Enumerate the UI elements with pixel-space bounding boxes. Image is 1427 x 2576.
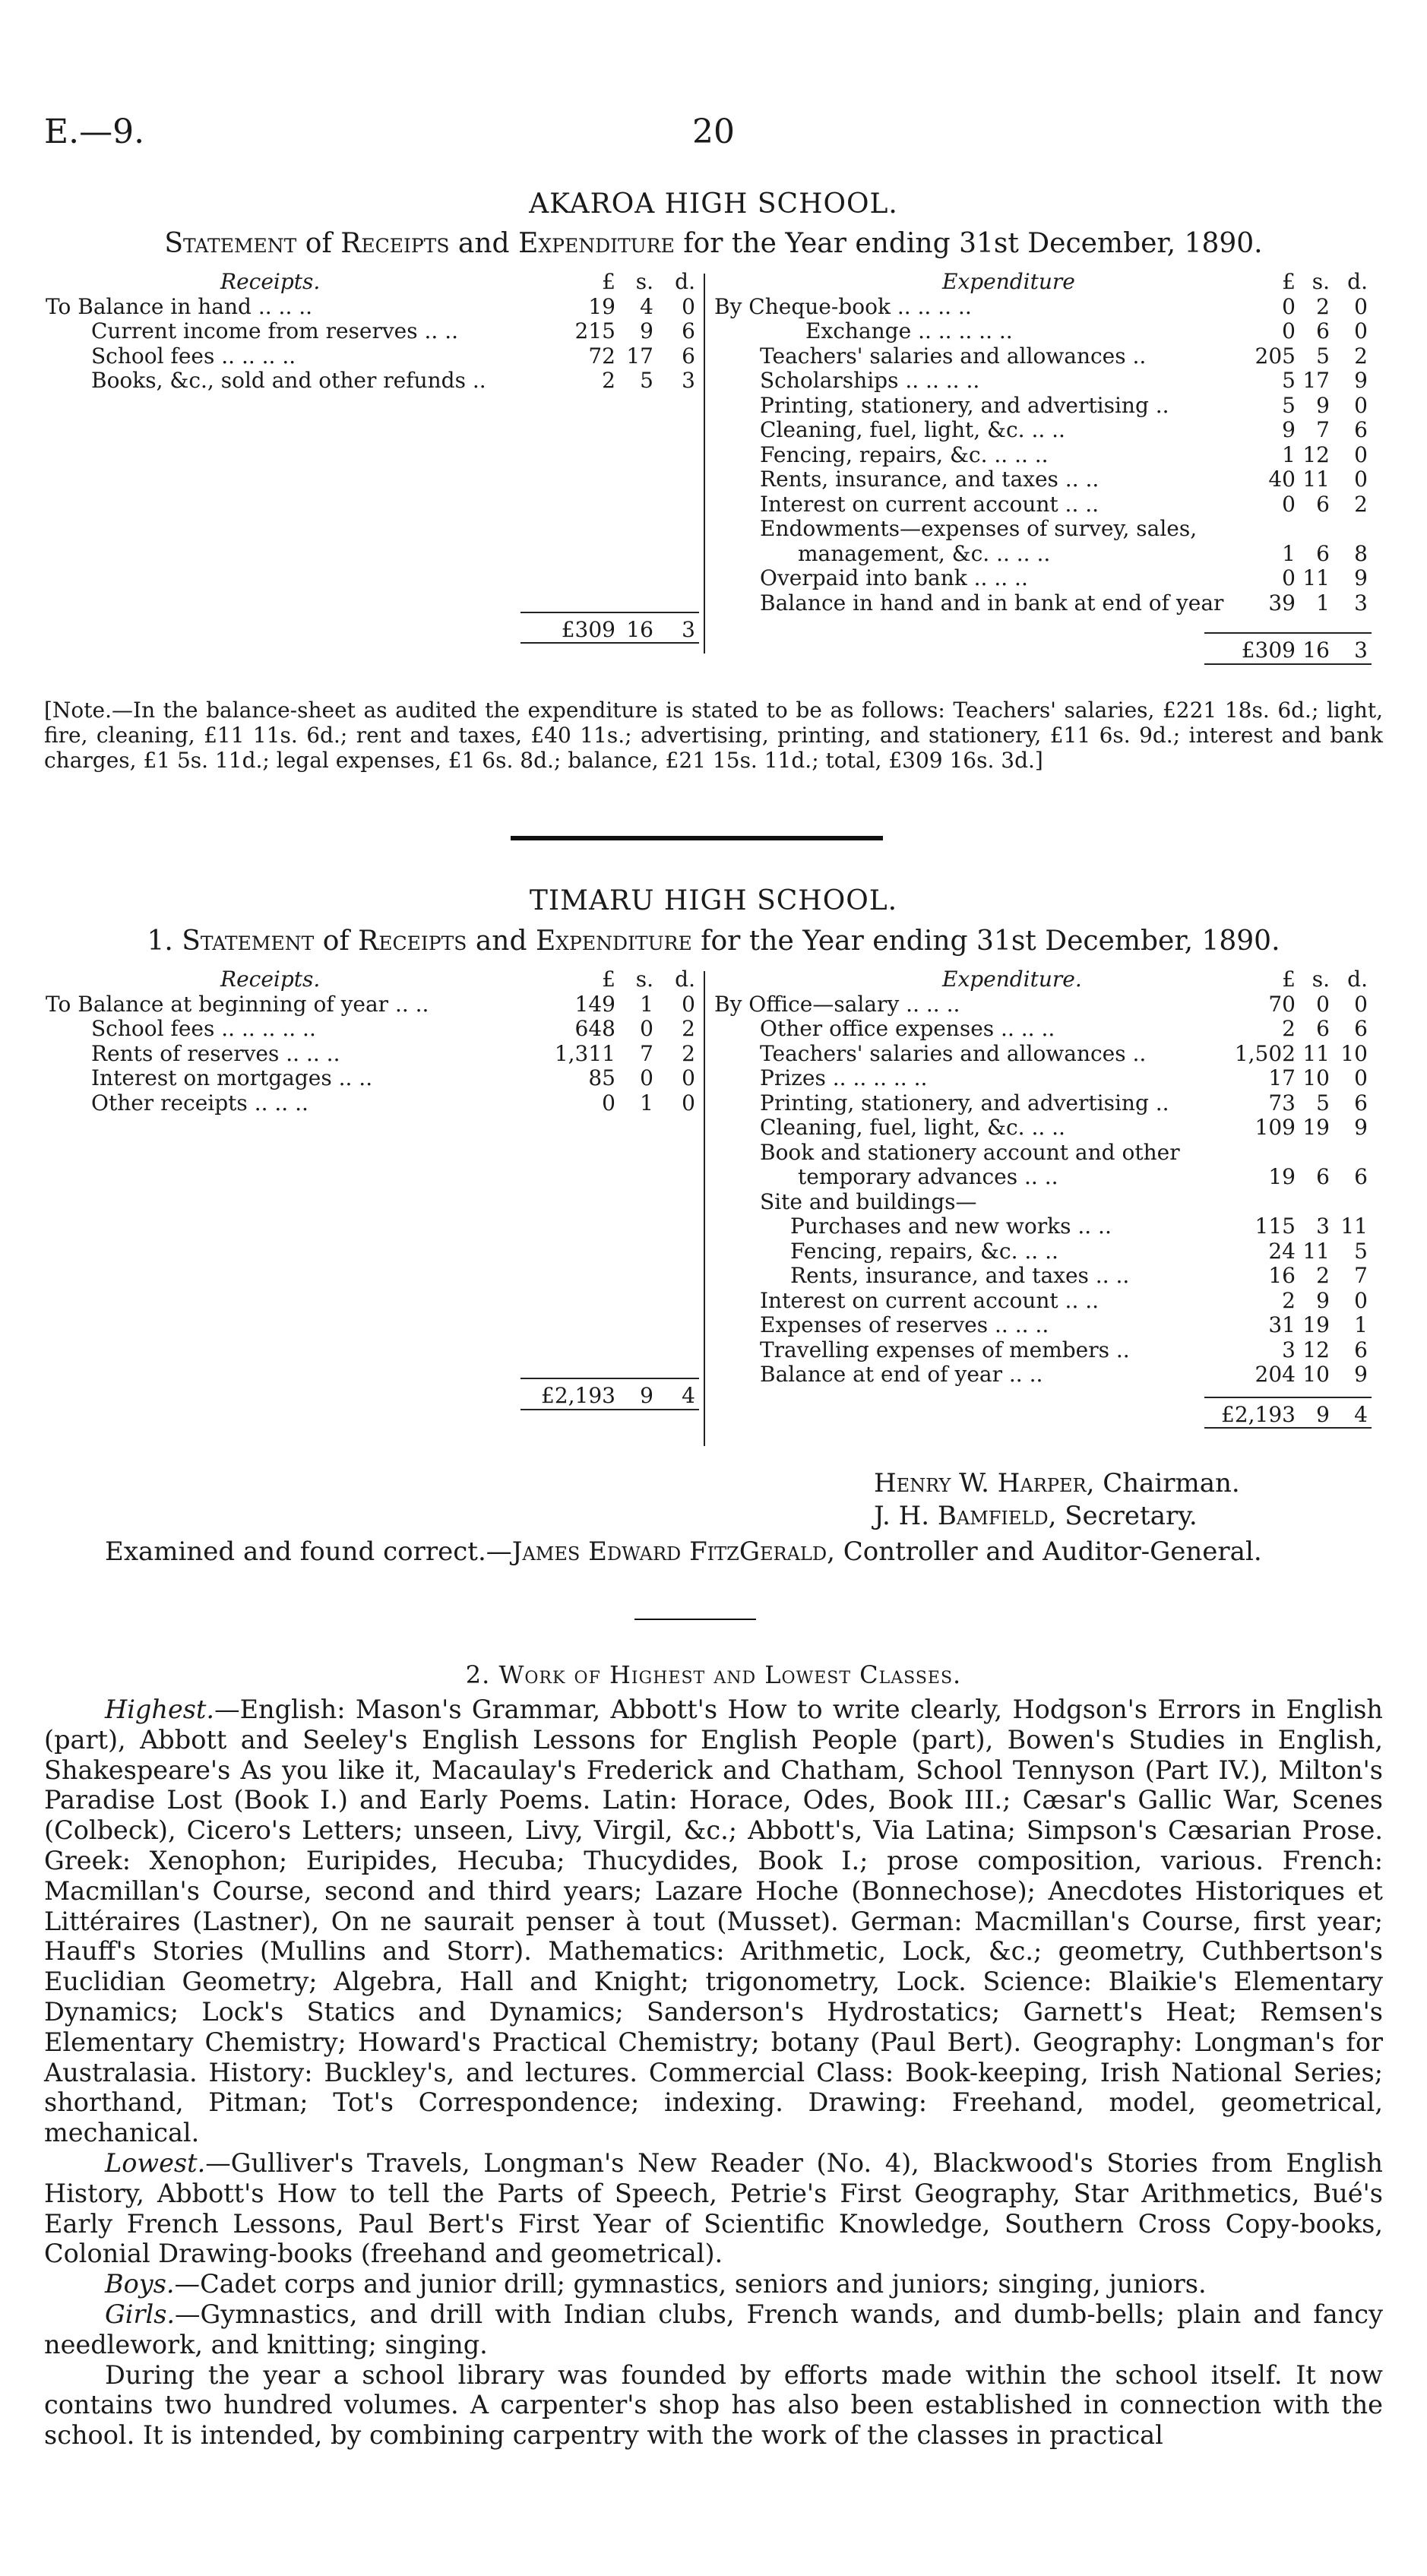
currency-header: s.: [635, 269, 653, 294]
ledger-row: [46, 319, 699, 344]
amount-pence: 11: [1340, 1214, 1368, 1239]
amount-shillings: 2: [1316, 293, 1330, 319]
amount-pence: 2: [682, 1040, 695, 1066]
amount-pence: 8: [1354, 540, 1368, 566]
amount-pence: 2: [1354, 491, 1368, 517]
amount-shillings: 2: [1316, 1263, 1330, 1288]
currency-header: d.: [675, 967, 695, 992]
amount-pence: 10: [1340, 1040, 1368, 1066]
ledger-row: [714, 418, 1368, 443]
ledger-row: [714, 591, 1368, 616]
ledger-row: [714, 1264, 1368, 1289]
ledger-label: School fees .. .. .. ..: [91, 343, 296, 369]
total-amount: 3: [1354, 638, 1368, 663]
ledger-row: [46, 992, 699, 1017]
ledger-label: Site and buildings—: [760, 1188, 977, 1214]
akaroa-expenditure-table: [714, 270, 1368, 665]
auditor-examination: Examined and found correct.—James Edward FitzGerald, Controller and Auditor-General.: [105, 1536, 1262, 1567]
total-amount: 4: [682, 1383, 695, 1408]
currency-header: £: [602, 269, 615, 294]
amount-pounds: 0: [1282, 293, 1296, 319]
work-body: [44, 1695, 1383, 2451]
total-amount: 9: [640, 1383, 653, 1408]
amount-pounds: 1,311: [554, 1040, 615, 1066]
amount-pounds: 2: [1282, 1287, 1296, 1313]
amount-shillings: 5: [1316, 1090, 1330, 1116]
amount-pence: 0: [682, 1065, 695, 1090]
amount-shillings: 12: [1302, 441, 1330, 467]
ledger-label: Other receipts .. .. ..: [91, 1090, 308, 1116]
amount-pence: 0: [682, 1090, 695, 1116]
short-divider: [634, 1619, 756, 1620]
total-amount: £309: [1241, 638, 1296, 663]
amount-pounds: 39: [1268, 590, 1296, 616]
amount-pence: 6: [1354, 1090, 1368, 1116]
amount-pounds: 2: [1282, 1016, 1296, 1041]
amount-pounds: 115: [1255, 1214, 1296, 1239]
ledger-row: [714, 1362, 1368, 1388]
total-rule-bottom: [1204, 663, 1372, 665]
ledger-row: [714, 1141, 1368, 1190]
timaru-title: TIMARU HIGH SCHOOL.: [529, 885, 898, 916]
page-reference: E.—9.: [44, 112, 145, 151]
amount-pence: 6: [682, 343, 695, 369]
amount-pounds: 16: [1268, 1263, 1296, 1288]
ledger-label: Rents, insurance, and taxes .. ..: [760, 467, 1100, 492]
signatory-chairman: Henry W. Harper, Chairman.: [874, 1468, 1240, 1498]
highest-paragraph: Highest.—English: Mason's Grammar, Abbott's How to write clearly, Hodgson's Errors in English (part), Abbott and Seeley's English Lessons for English People (part), Bowen's Studies in English, Shakespeare's As you like it, Macaulay's Frederick and Chatham, School Tennyson (Part IV.), Milton's Paradise Lost (Book I.) and Early Poems. Latin: Horace, Odes, Book III.; Cæsar's Gallic War, Scenes (Colbeck), Cicero's Letters; unseen, Livy, Virgil, &c.; Abbott's, Via Latina; Simpson's Cæsarian Prose. Greek: Xenophon; Euripides, Hecuba; Thucydides, Book I.; prose composition, various. French: Macmillan's Course, second and third years; Lazare Hoche (Bonnechose); Anecdotes Historiques et Littéraires (Lastner), On ne saurait penser à tout (Musset). German: Macmillan's Course, first year; Hauff's Stories (Mullins and Storr). Mathematics: Arithmetic, Lock, &c.; geometry, Cuthbertson's Euclidian Geometry; Algebra, Hall and Knight; trigonometry, Lock. Science: Blaikie's Elementary Dynamics; Lock's Statics and Dynamics; Sanderson's Hydrostatics; Garnett's Heat; Remsen's Elementary Chemistry; Howard's Practical Chemistry; botany (Paul Bert). Geography: Longman's for Australasia. History: Buckley's, and lectures. Commercial Class: Book-keeping, Irish National Series; shorthand, Pitman; Tot's Correspondence; indexing. Drawing: Freehand, model, geometrical, mechanical.: [44, 1695, 1383, 2148]
receipts-header: Receipts.: [220, 269, 321, 294]
amount-shillings: 6: [1316, 318, 1330, 343]
work-heading: 2. Work of Highest and Lowest Classes.: [465, 1660, 962, 1689]
amount-shillings: 9: [640, 318, 653, 343]
ledger-row: [714, 344, 1368, 369]
total-row: [46, 1384, 699, 1409]
amount-pence: 0: [1354, 293, 1368, 319]
amount-pence: 0: [1354, 467, 1368, 492]
amount-pence: 3: [1354, 590, 1368, 616]
timaru-subtitle: 1. Statement of Receipts and Expenditure for the Year ending 31st December, 1890.: [147, 926, 1280, 957]
ledger-label: Purchases and new works .. ..: [790, 1214, 1112, 1239]
amount-pence: 0: [1354, 991, 1368, 1017]
amount-shillings: 1: [1316, 590, 1330, 616]
ledger-label: Endowments—expenses of survey, sales,: [760, 516, 1198, 541]
amount-pounds: 19: [1268, 1164, 1296, 1189]
ledger-label: Fencing, repairs, &c. .. ..: [790, 1238, 1058, 1264]
amount-pounds: 3: [1282, 1337, 1296, 1362]
ledger-label: School fees .. .. .. .. ..: [91, 1016, 316, 1041]
boys-paragraph: Boys.—Cadet corps and junior drill; gymnastics, seniors and juniors; singing, juniors.: [105, 2269, 1207, 2299]
currency-header: d.: [675, 269, 695, 294]
amount-shillings: 6: [1316, 491, 1330, 517]
amount-shillings: 1: [640, 991, 653, 1017]
amount-shillings: 11: [1302, 467, 1330, 492]
amount-shillings: 9: [1316, 1287, 1330, 1313]
amount-pounds: 1: [1282, 441, 1296, 467]
ledger-label: Cleaning, fuel, light, &c. .. ..: [760, 1115, 1065, 1140]
timaru-divider: [704, 971, 705, 1446]
total-amount: £2,193: [541, 1383, 615, 1408]
ledger-row: [46, 1042, 699, 1067]
amount-pence: 3: [682, 368, 695, 393]
total-amount: 16: [1302, 638, 1330, 663]
ledger-label: Printing, stationery, and advertising ..: [760, 392, 1169, 418]
amount-shillings: 7: [1316, 417, 1330, 442]
timaru-expenditure-header-row: [714, 967, 1368, 992]
ledger-row: [714, 492, 1368, 517]
total-amount: £2,193: [1221, 1401, 1296, 1427]
ledger-label: Rents of reserves .. .. ..: [91, 1040, 340, 1066]
amount-pence: 0: [682, 991, 695, 1017]
ledger-row: [714, 1338, 1368, 1363]
total-row: [46, 618, 699, 643]
girls-paragraph: Girls.—Gymnastics, and drill with Indian clubs, French wands, and dumb-bells; plain and fancy needlework, and knitting; singing.: [44, 2299, 1383, 2359]
amount-pence: 5: [1354, 1238, 1368, 1264]
signatory-secretary: J. H. Bamfield, Secretary.: [874, 1501, 1198, 1531]
amount-pence: 0: [1354, 1287, 1368, 1313]
amount-shillings: 19: [1302, 1312, 1330, 1337]
total-amount: 4: [1354, 1401, 1368, 1427]
ledger-row: [46, 1017, 699, 1042]
ledger-label: Interest on mortgages .. ..: [91, 1065, 373, 1090]
amount-pounds: 5: [1282, 368, 1296, 393]
ledger-row: [46, 295, 699, 320]
timaru-expenditure-table: [714, 967, 1368, 1429]
ledger-label: Interest on current account .. ..: [760, 1287, 1100, 1313]
amount-pounds: 1: [1282, 540, 1296, 566]
expenditure-header: Expenditure: [942, 269, 1075, 294]
ledger-label: Expenses of reserves .. .. ..: [760, 1312, 1049, 1337]
ledger-row: [714, 1116, 1368, 1141]
amount-shillings: 0: [640, 1016, 653, 1041]
ledger-label: Current income from reserves .. ..: [91, 318, 459, 343]
total-rule: [1204, 1397, 1372, 1398]
currency-header: £: [602, 967, 615, 992]
total-rule: [520, 612, 699, 613]
amount-shillings: 19: [1302, 1115, 1330, 1140]
total-rule-bottom: [520, 642, 699, 644]
amount-pounds: 0: [1282, 491, 1296, 517]
ledger-label: Prizes .. .. .. .. ..: [760, 1065, 928, 1090]
amount-pounds: 0: [1282, 318, 1296, 343]
amount-pounds: 31: [1268, 1312, 1296, 1337]
amount-shillings: 5: [640, 368, 653, 393]
amount-pounds: 17: [1268, 1065, 1296, 1090]
currency-header: s.: [1312, 269, 1330, 294]
amount-pounds: 0: [1282, 565, 1296, 590]
total-rule: [520, 1378, 699, 1379]
amount-pounds: 9: [1282, 417, 1296, 442]
currency-header: £: [1282, 269, 1296, 294]
amount-shillings: 3: [1316, 1214, 1330, 1239]
ledger-row: [714, 319, 1368, 344]
amount-shillings: 7: [640, 1040, 653, 1066]
amount-shillings: 5: [1316, 343, 1330, 369]
ledger-label: Cleaning, fuel, light, &c. .. ..: [760, 417, 1065, 442]
ledger-label: Balance in hand and in bank at end of year: [760, 590, 1224, 616]
amount-pence: 2: [682, 1016, 695, 1041]
ledger-label: Teachers' salaries and allowances ..: [760, 343, 1147, 369]
amount-pence: 6: [682, 318, 695, 343]
total-amount: 3: [682, 616, 695, 642]
ledger-row: [714, 1313, 1368, 1338]
ledger-row: [714, 566, 1368, 591]
timaru-receipts-table: [46, 967, 699, 1410]
amount-shillings: 6: [1316, 540, 1330, 566]
total-row: [714, 638, 1368, 663]
amount-shillings: 12: [1302, 1337, 1330, 1362]
amount-shillings: 6: [1316, 1164, 1330, 1189]
akaroa-note: [Note.—In the balance-sheet as audited the expenditure is stated to be as follows: Teachers' salaries, £221 18s. 6d.; light, fire, cleaning, £11 11s. 6d.; rent and taxes, £40 11s.; advertising, printing, and stationery, £11 6s. 9d.; interest and bank charges, £1 5s. 11d.; legal expenses, £1 6s. 8d.; balance, £21 15s. 11d.; total, £309 16s. 3d.]: [44, 698, 1383, 773]
amount-shillings: 0: [1316, 991, 1330, 1017]
amount-shillings: 10: [1302, 1362, 1330, 1387]
ledger-label: By Office—salary .. .. ..: [714, 991, 960, 1017]
ledger-row: [46, 344, 699, 369]
ledger-row: [714, 1214, 1368, 1239]
ledger-label: Balance at end of year .. ..: [760, 1362, 1043, 1387]
ledger-row: [714, 1066, 1368, 1091]
amount-shillings: 11: [1302, 565, 1330, 590]
currency-header: s.: [1312, 967, 1330, 992]
ledger-label: Other office expenses .. .. ..: [760, 1016, 1055, 1041]
amount-pounds: 40: [1268, 467, 1296, 492]
amount-shillings: 4: [640, 293, 653, 319]
total-row: [714, 1403, 1368, 1428]
amount-shillings: 0: [640, 1065, 653, 1090]
amount-pounds: 1,502: [1234, 1040, 1296, 1066]
akaroa-divider: [704, 274, 705, 653]
ledger-row: [714, 1190, 1368, 1215]
amount-pence: 0: [1354, 318, 1368, 343]
currency-header: s.: [635, 967, 653, 992]
akaroa-receipts-table: [46, 270, 699, 644]
amount-pounds: 72: [588, 343, 615, 369]
ledger-row: [714, 369, 1368, 394]
amount-pounds: 149: [574, 991, 615, 1017]
ledger-label-continued: temporary advances .. ..: [798, 1164, 1058, 1189]
amount-pounds: 19: [588, 293, 615, 319]
amount-pence: 2: [1354, 343, 1368, 369]
ledger-row: [714, 1042, 1368, 1067]
ledger-label: Exchange .. .. .. .. ..: [805, 318, 1013, 343]
ledger-row: [714, 1091, 1368, 1116]
total-amount: 9: [1316, 1401, 1330, 1427]
library-paragraph: During the year a school library was founded by efforts made within the school itself. It now contains two hundred volumes. A carpenter's shop has also been established in connection with the school. It is intended, by combining carpentry with the work of the classes in practical: [44, 2359, 1383, 2451]
amount-shillings: 9: [1316, 392, 1330, 418]
ledger-row: [714, 1017, 1368, 1042]
amount-pence: 9: [1354, 1362, 1368, 1387]
akaroa-title: AKAROA HIGH SCHOOL.: [529, 188, 898, 220]
currency-header: £: [1282, 967, 1296, 992]
akaroa-expenditure-header-row: [714, 270, 1368, 295]
ledger-label: By Cheque-book .. .. .. ..: [714, 293, 972, 319]
lowest-paragraph: Lowest.—Gulliver's Travels, Longman's New Reader (No. 4), Blackwood's Stories from English History, Abbott's How to tell the Parts of Speech, Petrie's First Geography, Star Arithmetics, Bué's Early French Lessons, Paul Bert's First Year of Scientific Knowledge, Southern Cross Copy-books, Colonial Drawing-books (freehand and geometrical).: [44, 2147, 1383, 2269]
amount-pence: 9: [1354, 1115, 1368, 1140]
amount-pence: 6: [1354, 417, 1368, 442]
ledger-label: Books, &c., sold and other refunds ..: [91, 368, 486, 393]
amount-shillings: 17: [626, 343, 653, 369]
ledger-label: Scholarships .. .. .. ..: [760, 368, 980, 393]
amount-pounds: 5: [1282, 392, 1296, 418]
amount-pence: 7: [1354, 1263, 1368, 1288]
page-number: 20: [692, 112, 735, 151]
ledger-row: [46, 1066, 699, 1091]
ledger-row: [46, 369, 699, 394]
expenditure-header: Expenditure.: [942, 967, 1082, 992]
ledger-row: [714, 394, 1368, 419]
ledger-label: Travelling expenses of members ..: [760, 1337, 1130, 1362]
amount-shillings: 17: [1302, 368, 1330, 393]
amount-pence: 6: [1354, 1164, 1368, 1189]
amount-pounds: 205: [1255, 343, 1296, 369]
amount-pounds: 0: [602, 1090, 615, 1116]
ledger-label: To Balance at beginning of year .. ..: [46, 991, 429, 1017]
akaroa-receipts-header-row: [46, 270, 699, 295]
amount-pounds: 2: [602, 368, 615, 393]
amount-pence: 6: [1354, 1016, 1368, 1041]
ledger-label: Rents, insurance, and taxes .. ..: [790, 1263, 1130, 1288]
amount-pounds: 215: [574, 318, 615, 343]
amount-pounds: 648: [574, 1016, 615, 1041]
section-divider: [511, 836, 883, 840]
ledger-row: [46, 1091, 699, 1116]
akaroa-subtitle: Statement of Receipts and Expenditure for the Year ending 31st December, 1890.: [164, 228, 1263, 259]
amount-pence: 0: [1354, 392, 1368, 418]
amount-pence: 0: [1354, 441, 1368, 467]
amount-pounds: 109: [1255, 1115, 1296, 1140]
amount-pence: 0: [1354, 1065, 1368, 1090]
amount-shillings: 6: [1316, 1016, 1330, 1041]
ledger-label: Printing, stationery, and advertising ..: [760, 1090, 1169, 1116]
currency-header: d.: [1347, 967, 1368, 992]
total-amount: £309: [561, 616, 615, 642]
currency-header: d.: [1347, 269, 1368, 294]
amount-pounds: 70: [1268, 991, 1296, 1017]
amount-shillings: 11: [1302, 1238, 1330, 1264]
ledger-row: [714, 467, 1368, 492]
amount-shillings: 11: [1302, 1040, 1330, 1066]
ledger-row: [714, 1239, 1368, 1264]
amount-pounds: 24: [1268, 1238, 1296, 1264]
timaru-receipts-header-row: [46, 967, 699, 992]
ledger-label: Book and stationery account and other: [760, 1139, 1180, 1165]
ledger-label: To Balance in hand .. .. ..: [46, 293, 313, 319]
total-rule-bottom: [520, 1409, 699, 1410]
amount-shillings: 10: [1302, 1065, 1330, 1090]
ledger-row: [714, 992, 1368, 1017]
total-rule: [1204, 632, 1372, 634]
receipts-header: Receipts.: [220, 967, 321, 992]
ledger-label: Interest on current account .. ..: [760, 491, 1100, 517]
ledger-label: Overpaid into bank .. .. ..: [760, 565, 1028, 590]
amount-pounds: 204: [1255, 1362, 1296, 1387]
ledger-row: [714, 443, 1368, 468]
amount-pounds: 85: [588, 1065, 615, 1090]
amount-pence: 9: [1354, 565, 1368, 590]
ledger-row: [714, 517, 1368, 566]
amount-pence: 1: [1354, 1312, 1368, 1337]
amount-shillings: 1: [640, 1090, 653, 1116]
total-amount: 16: [626, 616, 653, 642]
amount-pence: 9: [1354, 368, 1368, 393]
amount-pence: 0: [682, 293, 695, 319]
ledger-label-continued: management, &c. .. .. ..: [798, 540, 1051, 566]
amount-pounds: 73: [1268, 1090, 1296, 1116]
ledger-row: [714, 1289, 1368, 1314]
amount-pence: 6: [1354, 1337, 1368, 1362]
ledger-label: Teachers' salaries and allowances ..: [760, 1040, 1147, 1066]
ledger-label: Fencing, repairs, &c. .. .. ..: [760, 441, 1049, 467]
total-rule-bottom: [1204, 1427, 1372, 1429]
ledger-row: [714, 295, 1368, 320]
